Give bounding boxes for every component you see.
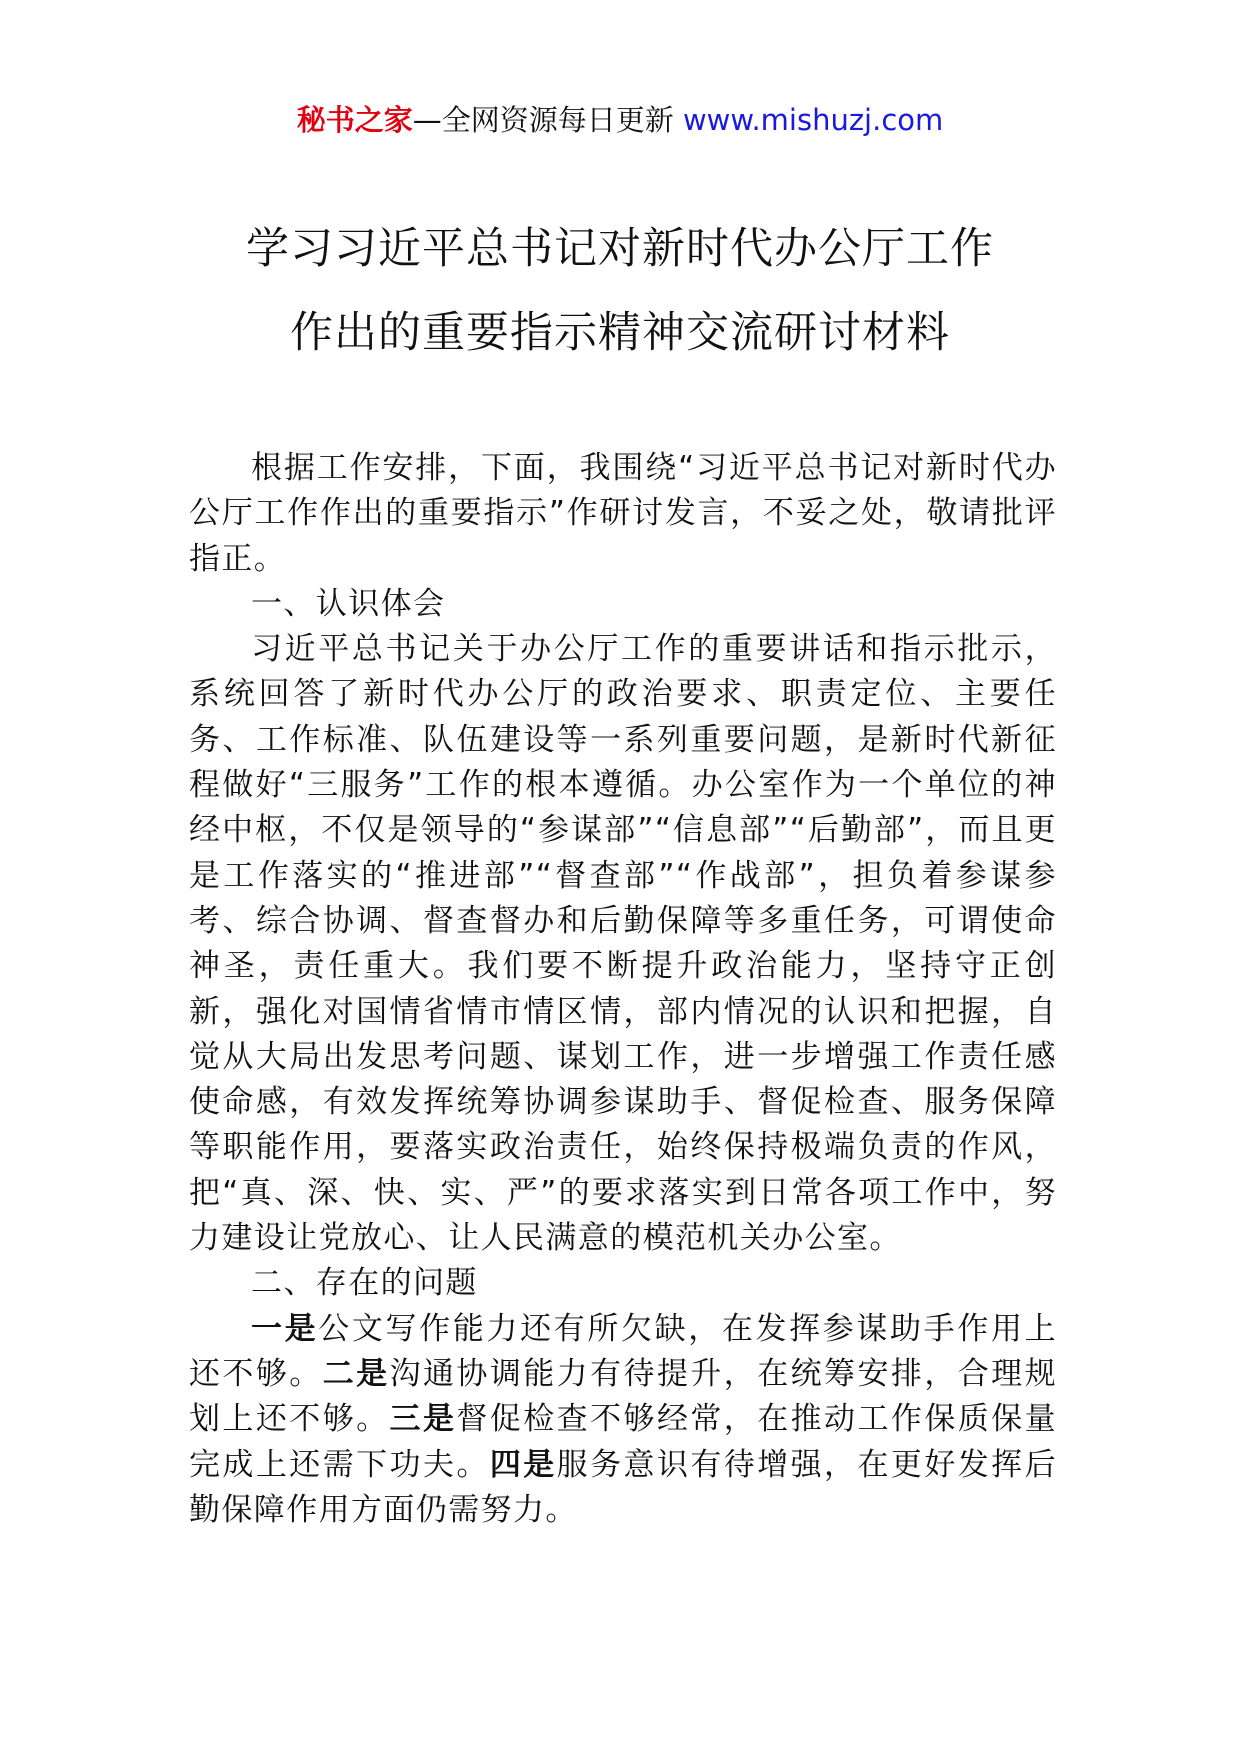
problem-lead-3: 三是 [389,1401,457,1438]
brand-name: 秘书之家 [296,103,413,137]
problem-text-2: 沟通协调能力有待提升，在统筹安排，合理规划上还不够。 [189,1355,1057,1438]
banner-tagline: —全网资源每日更新 [412,103,674,137]
problem-text-3: 督促检查不够经常，在推动工作保质保量完成上还需下功夫。 [189,1401,1057,1483]
title-line-2: 作出的重要指示精神交流研讨材料 [290,308,950,358]
problem-lead-1: 一是 [251,1310,319,1347]
section-heading-2: 二、存在的问题 [251,1265,478,1302]
problem-text-1: 公文写作能力还有所欠缺，在发挥参谋助手作用上还不够。 [189,1310,1057,1392]
site-banner [0,100,1240,140]
problem-lead-4: 四是 [489,1446,557,1483]
section-1-paragraph: 习近平总书记关于办公厅工作的重要讲话和指示批示，系统回答了新时代办公厅的政治要求、职责定位、主要任务、工作标准、队伍建设等一系列重要问题，是新时代新征程做好“三服务”工作的根本遵循。办公室作为一个单位的神经中枢，不仅是领导的“参谋部”“信息部”“后勤部”，而且更是工作落实的“推进部”“督查部”“作战部”，担负着参谋参考、综合协调、督查督办和后勤保障等多重任务，可谓使命神圣，责任重大。我们要不断提升政治能力，坚持守正创新，强化对国情省情市情区情，部内情况的认识和把握，自觉从大局出发思考问题、谋划工作，进一步增强工作责任感使命感，有效发挥统筹协调参谋助手、督促检查、服务保障等职能作用，要落实政治责任，始终保持极端负责的作风，把“真、深、快、实、严”的要求落实到日常各项工作中，努力建设让党放心、让人民满意的模范机关办公室。 [189,631,1057,1257]
site-url-link[interactable]: www.mishuzj.com [682,103,944,137]
section-2-paragraph [189,1307,1057,1533]
intro-paragraph: 根据工作安排，下面，我围绕“习近平总书记对新时代办公厅工作作出的重要指示”作研讨发言，不妥之处，敬请批评指正。 [189,450,1057,577]
problem-lead-2: 二是 [322,1355,390,1392]
title-line-1: 学习习近平总书记对新时代办公厅工作 [246,224,994,274]
problem-text-4: 服务意识有待增强，在更好发挥后勤保障作用方面仍需努力。 [189,1446,1057,1528]
document-title [0,207,1240,375]
document-body [189,446,1057,1533]
section-heading-1: 一、认识体会 [251,585,446,622]
